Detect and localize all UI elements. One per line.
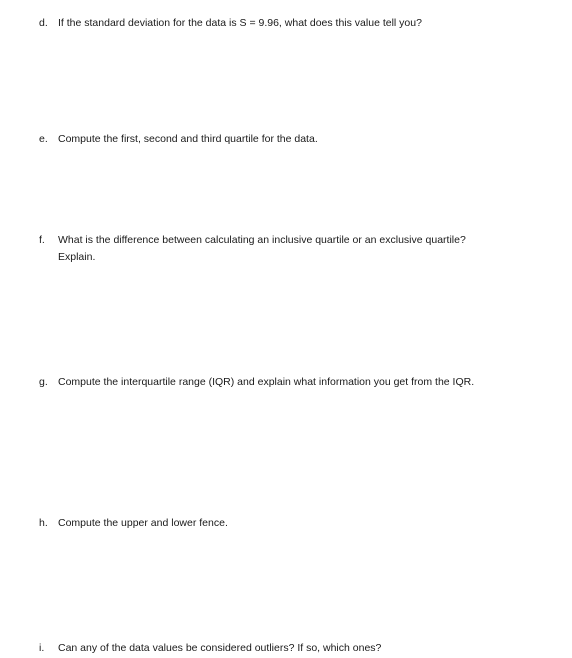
question-text xyxy=(58,15,538,32)
question-text xyxy=(58,374,538,391)
question-letter: e. xyxy=(39,133,48,145)
question-letter: g. xyxy=(39,376,48,388)
question-letter: h. xyxy=(39,517,48,529)
question-text xyxy=(58,515,538,532)
question-text xyxy=(58,232,538,266)
question-letter: f. xyxy=(39,234,45,246)
question-line: What is the difference between calculating an inclusive quartile or an exclusive quartile? xyxy=(58,234,466,246)
question-line: Compute the upper and lower fence. xyxy=(58,517,228,529)
question-text xyxy=(58,640,538,657)
question-letter: i. xyxy=(39,642,45,654)
question-line: Compute the first, second and third quartile for the data. xyxy=(58,133,318,145)
question-line: If the standard deviation for the data is S = 9.96, what does this value tell you? xyxy=(58,17,422,29)
question-line: Explain. xyxy=(58,251,96,263)
question-letter: d. xyxy=(39,17,48,29)
question-line: Compute the interquartile range (IQR) and explain what information you get from the IQR. xyxy=(58,376,475,388)
question-text xyxy=(58,131,538,148)
question-line: Can any of the data values be considered outliers? If so, which ones? xyxy=(58,642,382,654)
